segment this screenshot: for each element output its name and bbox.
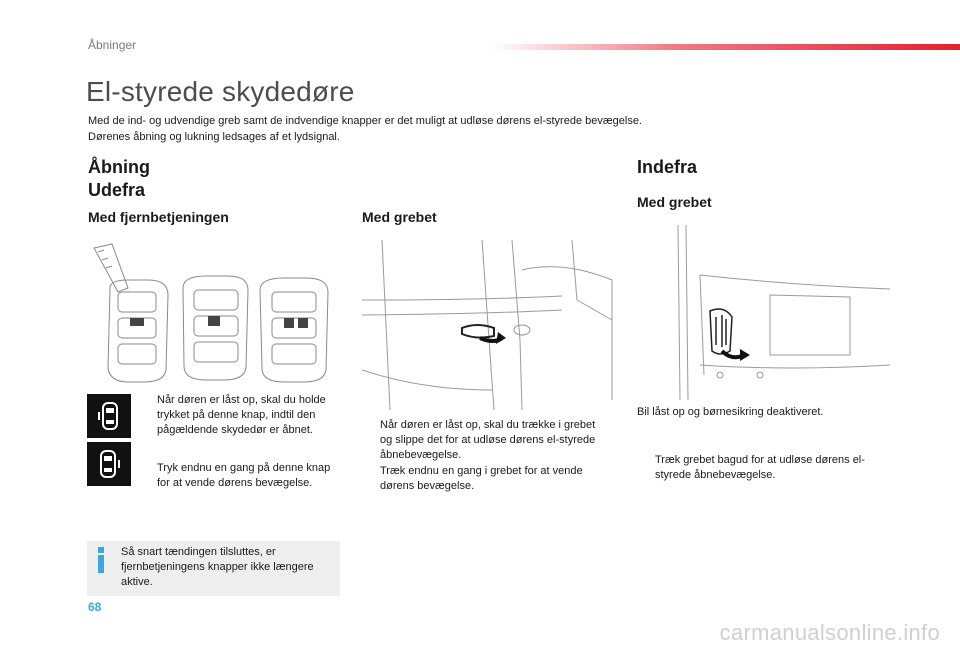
intro-text — [88, 113, 738, 145]
sliding-door-right-icon — [87, 442, 131, 486]
info-text: Så snart tændingen tilsluttes, er fjernbetjeningens knapper ikke længere aktive. — [121, 546, 314, 588]
bullet-remote-hold — [141, 393, 341, 438]
right-note: Bil låst op og børnesikring deaktiveret. — [637, 406, 824, 418]
bullet-text: Når døren er låst op, skal du trække i grebet og slippe det for at udløse dørens el-styrede åbnebevægelse. — [380, 419, 596, 461]
intro-line-1: Med de ind- og udvendige greb samt de indvendige knapper er det muligt at udløse dørens el-styrede bevægelse. — [88, 115, 642, 127]
bullet-inside-pull — [639, 453, 889, 483]
header-accent-bar — [490, 44, 960, 50]
bullet-handle-reverse — [364, 464, 604, 494]
bullet-text: Træk endnu en gang i grebet for at vende dørens bevægelse. — [380, 465, 583, 492]
heading-inside: Indefra — [637, 157, 698, 177]
info-icon — [95, 547, 107, 573]
heading-opening: Åbning — [88, 157, 150, 177]
bullet-remote-reverse — [141, 461, 341, 491]
info-box — [87, 541, 340, 596]
watermark: carmanualsonline.info — [719, 620, 940, 645]
subheading-handle-inside: Med grebet — [637, 194, 712, 210]
remote-keys-illustration — [88, 240, 338, 385]
bullet-handle-pull — [364, 418, 604, 463]
page-title: El-styrede skydedøre — [86, 76, 355, 107]
inner-door-handle-illustration — [670, 225, 892, 400]
intro-line-2: Dørenes åbning og lukning ledsages af et lydsignal. — [88, 131, 340, 143]
sliding-door-left-icon — [87, 394, 131, 438]
heading-outside: Udefra — [88, 180, 146, 200]
page-number: 68 — [88, 600, 102, 614]
subheading-handle-outside: Med grebet — [362, 209, 437, 225]
bullet-text: Når døren er låst op, skal du holde trykket på denne knap, indtil den pågældende skydedør er åbnet. — [157, 394, 326, 436]
outer-door-handle-illustration — [362, 240, 617, 410]
bullet-text: Træk grebet bagud for at udløse dørens el-styrede åbnebevægelse. — [655, 454, 865, 481]
section-label: Åbninger — [88, 38, 137, 52]
bullet-text: Tryk endnu en gang på denne knap for at vende dørens bevægelse. — [157, 462, 331, 489]
subheading-remote: Med fjernbetjeningen — [88, 209, 229, 225]
